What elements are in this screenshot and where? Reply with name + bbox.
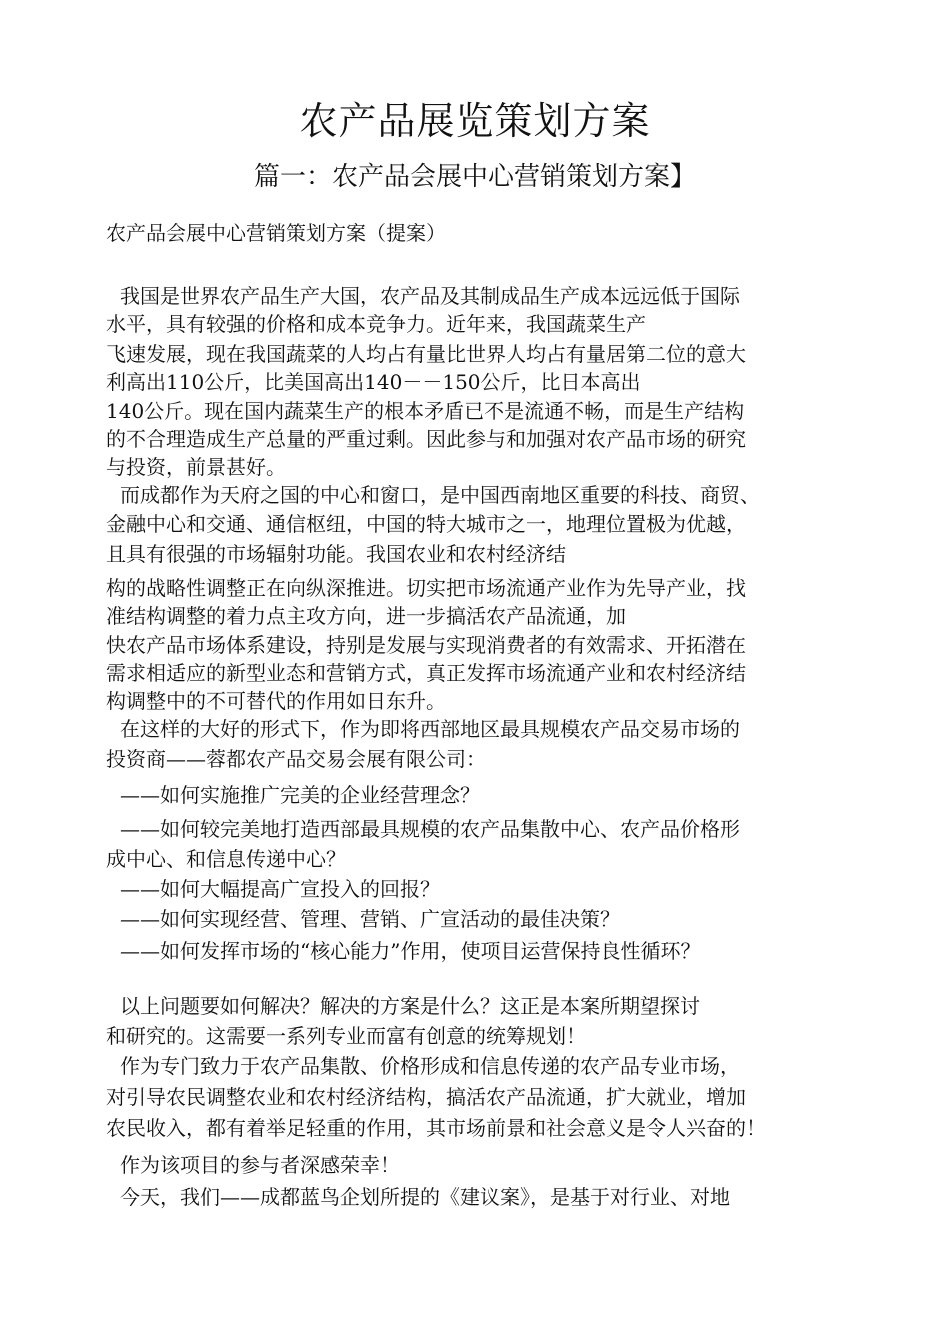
body-line: 和研究的。这需要一系列专业而富有创意的统筹规划！ [106,1024,586,1048]
body-line: 投资商——蓉都农产品交易会展有限公司： [106,747,486,771]
question-line: ——如何较完美地打造西部最具规模的农产品集散中心、农产品价格形 [120,817,740,841]
question-line: ——如何实现经营、管理、营销、广宣活动的最佳决策？ [120,907,620,931]
body-line: 构的战略性调整正在向纵深推进。切实把市场流通产业作为先导产业，找 [106,576,746,600]
doc-heading-line: 农产品会展中心营销策划方案（提案） [106,221,446,245]
body-line: 飞速发展，现在我国蔬菜的人均占有量比世界人均占有量居第二位的意大 [106,342,746,366]
body-line: 而成都作为天府之国的中心和窗口，是中国西南地区重要的科技、商贸、 [120,483,760,507]
document-subtitle: 篇一：农产品会展中心营销策划方案】 [253,162,696,192]
body-line: 农民收入，都有着举足轻重的作用，其市场前景和社会意义是令人兴奋的！ [106,1116,766,1140]
body-line: 准结构调整的着力点主攻方向，进一步搞活农产品流通，加 [106,604,626,628]
body-line: 需求相适应的新型业态和营销方式，真正发挥市场流通产业和农村经济结 [106,661,746,685]
body-line: 金融中心和交通、通信枢纽，中国的特大城市之一，地理位置极为优越， [106,512,746,536]
body-line: 我国是世界农产品生产大国，农产品及其制成品生产成本远远低于国际 [120,284,740,308]
body-line: 快农产品市场体系建设，持别是发展与实现消费者的有效需求、开拓潜在 [106,633,746,657]
body-line: 对引导农民调整农业和农村经济结构，搞活农产品流通，扩大就业，增加 [106,1085,746,1109]
body-line: 利高出110公斤，比美国高出140－－150公斤，比日本高出 [106,370,641,394]
question-line: ——如何大幅提高广宣投入的回报？ [120,877,440,901]
body-line: 作为该项目的参与者深感荣幸！ [120,1153,400,1177]
body-line: 且具有很强的市场辐射功能。我国农业和农村经济结 [106,542,566,566]
question-line: ——如何实施推广完美的企业经营理念？ [120,783,480,807]
body-line: 以上问题要如何解决？解决的方案是什么？这正是本案所期望探讨 [120,994,700,1018]
body-line: 的不合理造成生产总量的严重过剩。因此参与和加强对农产品市场的研究 [106,427,746,451]
question-line: 成中心、和信息传递中心？ [106,847,346,871]
body-line: 与投资，前景甚好。 [106,455,286,479]
document-title: 农产品展览策划方案 [299,99,651,143]
body-line: 水平，具有较强的价格和成本竞争力。近年来，我国蔬菜生产 [106,312,646,336]
body-line: 在这样的大好的形式下，作为即将西部地区最具规模农产品交易市场的 [120,717,740,741]
body-line: 作为专门致力于农产品集散、价格形成和信息传递的农产品专业市场， [120,1054,740,1078]
body-line: 构调整中的不可替代的作用如日东升。 [106,689,446,713]
question-line: ——如何发挥市场的“核心能力”作用，使项目运营保持良性循环？ [120,939,701,963]
body-line: 今天，我们——成都蓝鸟企划所提的《建议案》，是基于对行业、对地 [120,1185,730,1209]
body-line: 140公斤。现在国内蔬菜生产的根本矛盾已不是流通不畅，而是生产结构 [106,399,745,423]
